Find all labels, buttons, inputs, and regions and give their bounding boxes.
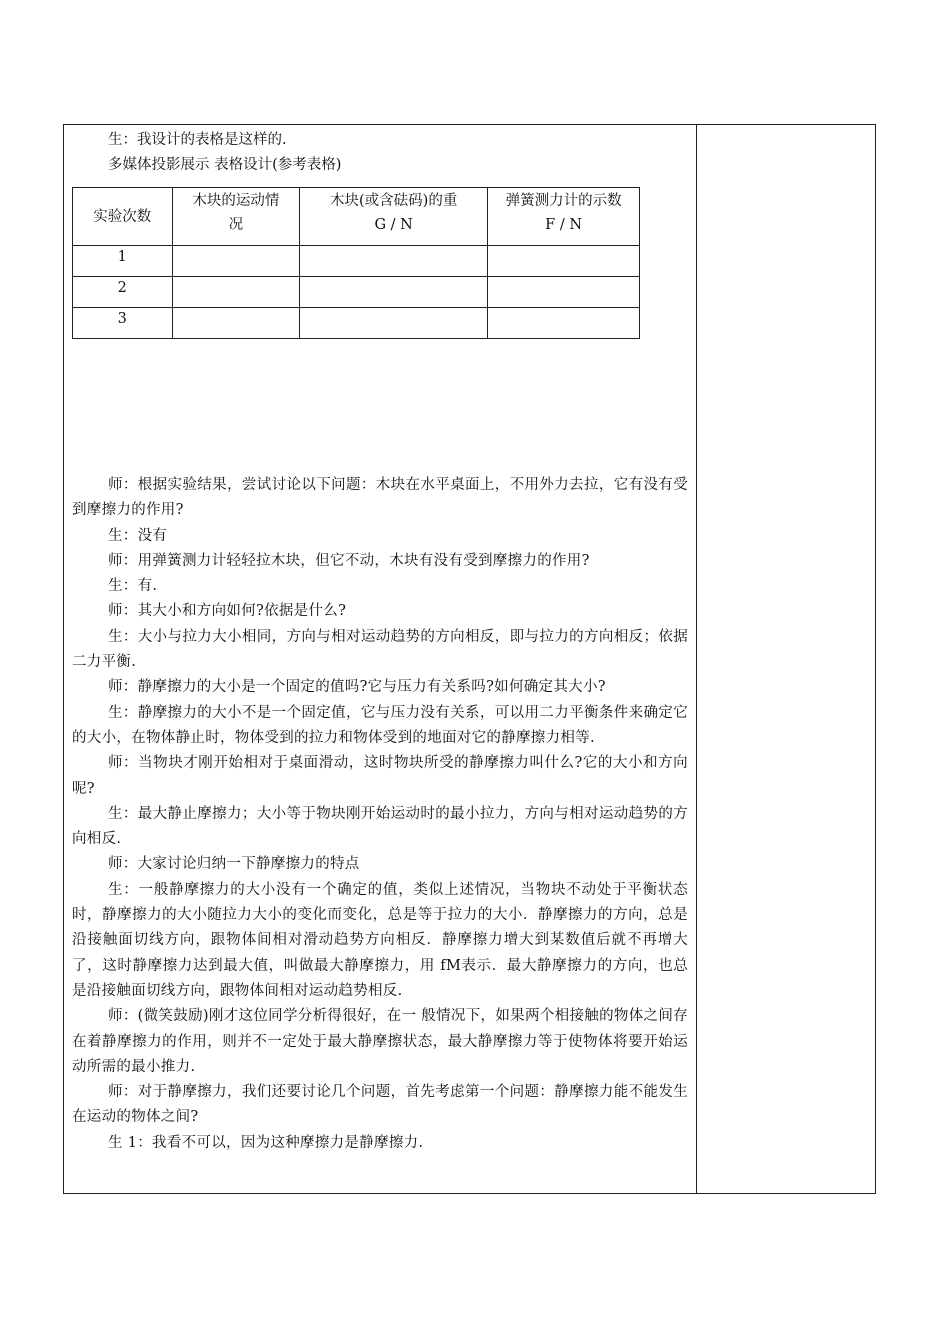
header-reading: [488, 188, 640, 246]
intro-line-1: 生：我设计的表格是这样的.: [108, 132, 287, 148]
header-weight-line2: G / N: [374, 217, 413, 233]
dialogue-paragraph: 生：大小与拉力大小相同，方向与相对运动趋势的方向相反，即与拉力的方向相反；依据二力平衡.: [72, 628, 688, 671]
table-cell: [300, 246, 488, 277]
column-divider: [696, 125, 697, 1193]
dialogue-paragraph: 生 1：我看不可以，因为这种摩擦力是静摩擦力.: [108, 1134, 424, 1151]
header-weight: [300, 188, 488, 246]
dialogue-paragraph: 师：其大小和方向如何?依据是什么?: [108, 603, 347, 620]
table-row: [73, 308, 640, 339]
header-reading-line1: 弹簧测力计的示数: [505, 193, 622, 209]
dialogue-paragraph: 生：一般静摩擦力的大小没有一个确定的值，类似上述情况，当物块不动处于平衡状态时，静摩擦力的大小随拉力大小的变化而变化，总是等于拉力的大小．静摩擦力的方向，总是沿接触面切线方向，跟物体间相对滑动趋势方向相反．静摩擦力增大到某数值后就不再增大了，这时静摩擦力达到最大值，叫做最大静摩擦力，用 fM表示．最大静摩擦力的方向，也总是沿接触面切线方向，跟物体间相对运动趋势相反.: [72, 881, 688, 999]
dialogue-paragraph: 师：(微笑鼓励)刚才这位同学分析得很好，在一 般情况下，如果两个相接触的物体之间存在着静摩擦力的作用，则并不一定处于最大静摩擦状态，最大静摩擦力等于使物体将要开始运动所需的最小推力.: [72, 1008, 688, 1075]
table-cell: 3: [73, 308, 173, 339]
dialogue-paragraph: 师：用弹簧测力计轻轻拉木块，但它不动，木块有没有受到摩擦力的作用?: [108, 552, 590, 569]
dialogue-paragraph: 生：最大静止摩擦力；大小等于物块刚开始运动时的最小拉力，方向与相对运动趋势的方向相反.: [72, 805, 688, 848]
dialogue-section: [72, 473, 688, 1156]
header-motion-line1: 木块的运动情: [192, 193, 280, 209]
table-cell: [172, 246, 300, 277]
dialogue-paragraph: 师：大家讨论归纳一下静摩擦力的特点: [108, 856, 360, 873]
table-row: [73, 246, 640, 277]
dialogue-paragraph: 生：静摩擦力的大小不是一个固定值，它与压力没有关系，可以用二力平衡条件来确定它的大小，在物体静止时，物体受到的拉力和物体受到的地面对它的静摩擦力相等.: [72, 704, 688, 746]
table-cell: 1: [73, 246, 173, 277]
table-cell: [488, 246, 640, 277]
table-cell: [300, 308, 488, 339]
main-column: [72, 125, 688, 178]
dialogue-paragraph: 生：有.: [108, 578, 158, 595]
header-reading-line2: F / N: [545, 217, 583, 233]
table-cell: 2: [73, 277, 173, 308]
intro-line-2: 多媒体投影展示 表格设计(参考表格): [108, 157, 342, 173]
table-cell: [488, 308, 640, 339]
table-row: [73, 277, 640, 308]
table-header-row: [73, 188, 640, 246]
header-trial-count: 实验次数: [73, 188, 173, 246]
table-cell: [172, 308, 300, 339]
dialogue-paragraph: 师：对于静摩擦力，我们还要讨论几个问题，首先考虑第一个问题：静摩擦力能不能发生在运动的物体之间?: [72, 1084, 688, 1126]
lesson-frame: [63, 124, 876, 1194]
header-motion-line2: 况: [228, 217, 244, 233]
table-cell: [488, 277, 640, 308]
reference-table: [72, 187, 640, 339]
dialogue-paragraph: 师：静摩擦力的大小是一个固定的值吗?它与压力有关系吗?如何确定其大小?: [108, 679, 606, 696]
table-cell: [300, 277, 488, 308]
dialogue-paragraph: 生：没有: [108, 527, 168, 544]
table-cell: [172, 277, 300, 308]
dialogue-paragraph: 师：当物块才刚开始相对于桌面滑动，这时物块所受的静摩擦力叫什么?它的大小和方向呢?: [72, 755, 688, 797]
header-weight-line1: 木块(或含砝码)的重: [330, 193, 458, 209]
dialogue-paragraph: 师：根据实验结果，尝试讨论以下问题：木块在水平桌面上，不用外力去拉，它有没有受到摩擦力的作用?: [72, 477, 688, 519]
header-motion: [172, 188, 300, 246]
